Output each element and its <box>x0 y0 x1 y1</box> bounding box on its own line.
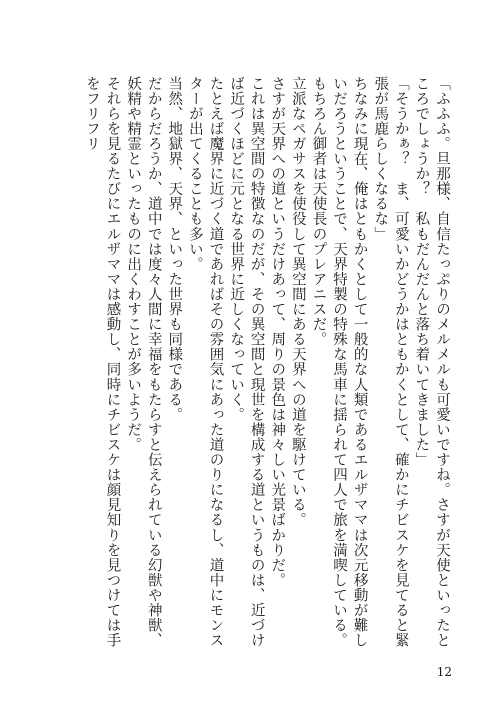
paragraph: 「ふふふ。旦那様、自信たっぷりのメルメルも可愛いですね。さすが天使といったところでしょうか？ 私もだんだんと落ち着いてきました」 <box>413 76 450 648</box>
paragraph: それらを見るたびにエルザママは感動し、同時にチビスケは顔見知りを見つけては手をフリフリ <box>83 76 121 648</box>
paragraph: ちなみに現在、俺はともかくとして一般的な人類であるエルザママは次元移動が難しいだろうということで、天界特製の特殊な馬車に揺られて四人で旅を満喫している。 <box>331 76 368 648</box>
vertical-text-body <box>42 76 452 654</box>
paragraph: 「そうかぁ？ ま、可愛いかどうかはともかくとして、確かにチビスケを見てると緊張が馬鹿らしくなるな」 <box>372 76 409 648</box>
paragraph: さすが天界への道というだけあって、周りの景色は神々しい光景ばかりだ。 <box>269 76 286 588</box>
paragraph: 立派なペガサスを使役して異空間にある天界への道を駆けている。 <box>289 76 306 528</box>
paragraph: これは異空間の特徴なのだが、その異空間と現世を構成する道というものは、近づけば近づくほどに元となる世界に近しくなっていく。 <box>228 76 265 648</box>
paragraph: もちろん御者は天使長のプレアニスだ。 <box>310 76 327 347</box>
paragraph: たとえば魔界に近づく道であればその雰囲気にあった道のりになるし、道中にモンスターが出てくることも多い。 <box>186 76 224 648</box>
paragraph: だからだろうか、道中では度々人間に幸福をもたらすと伝えられている幻獣や神獣、妖精や精霊といったものに出くわすことが多いようだ。 <box>125 76 162 648</box>
paragraph: 当然、地獄界、天界、といった世界も同様である。 <box>166 76 183 423</box>
page-number: 12 <box>436 665 452 679</box>
